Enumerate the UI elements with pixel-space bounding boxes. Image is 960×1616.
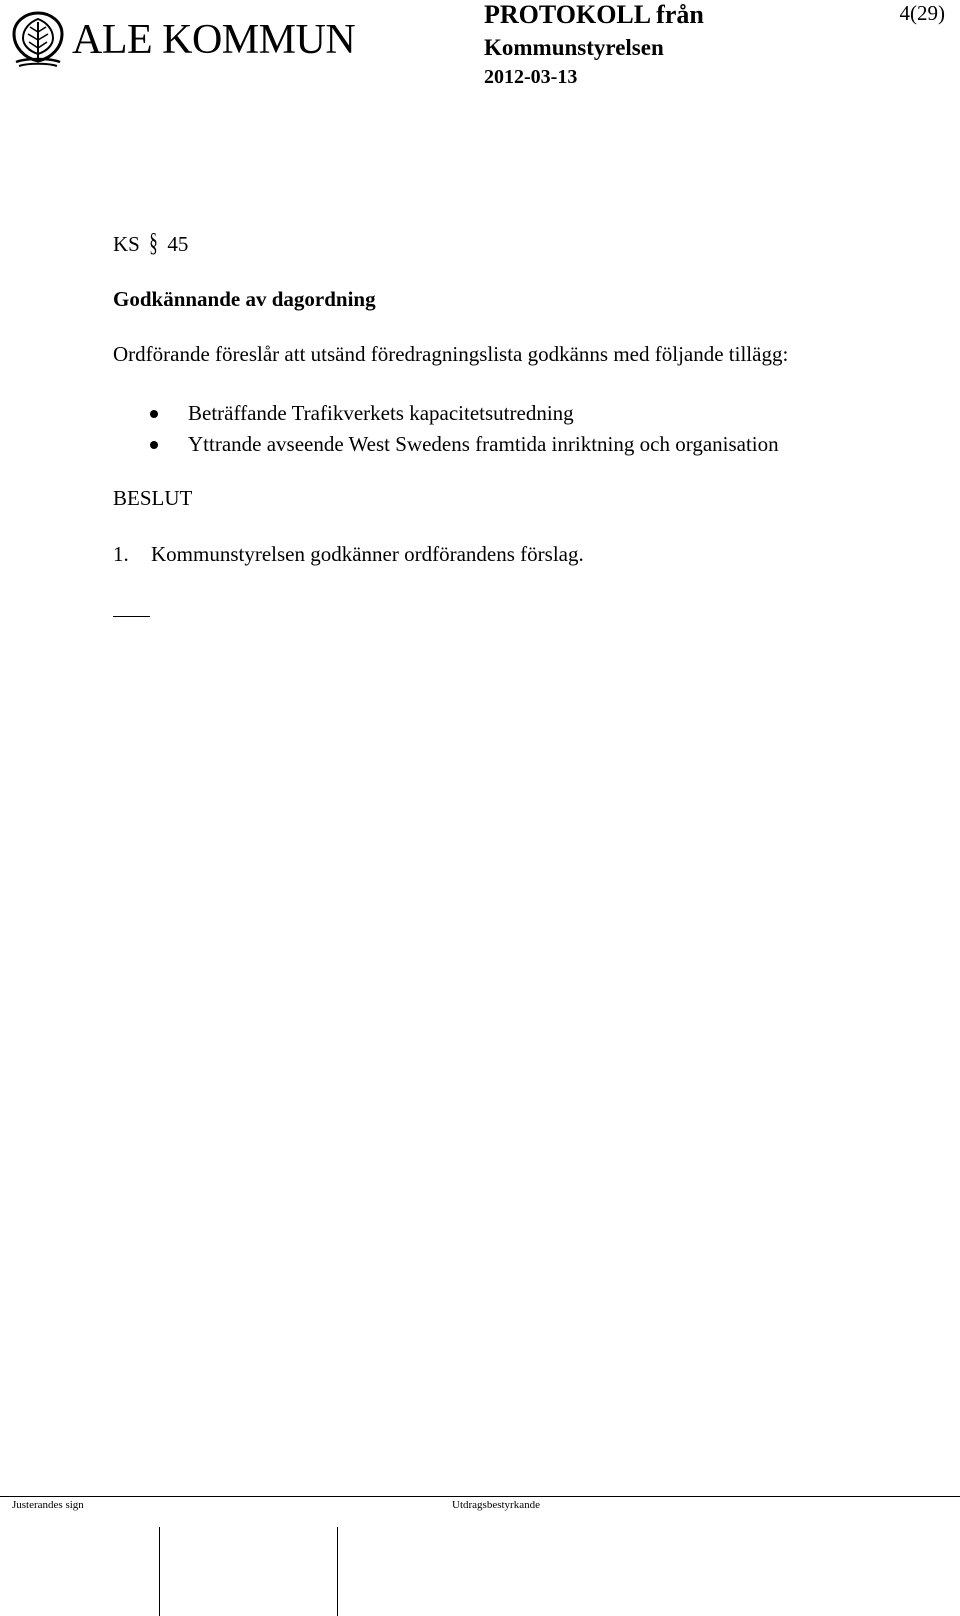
page-number: 4(29) xyxy=(899,1,945,25)
signature-box-divider xyxy=(159,1527,160,1616)
document-type: PROTOKOLL från xyxy=(484,0,704,29)
section-number: 45 xyxy=(167,232,189,256)
footer-rule xyxy=(0,1496,960,1497)
list-item-text: Yttrande avseende West Swedens framtida inriktning och organisation xyxy=(188,432,779,456)
decision-number: 1. xyxy=(113,542,129,566)
organization-name: ALE KOMMUN xyxy=(72,17,356,63)
signature-label: Justerandes sign xyxy=(12,1499,84,1511)
section-prefix: KS xyxy=(113,232,140,256)
section-identifier xyxy=(113,230,188,257)
list-item-text: Beträffande Trafikverkets kapacitetsutredning xyxy=(188,401,574,425)
decision-heading: BESLUT xyxy=(113,486,193,510)
governing-body-name: Kommunstyrelsen xyxy=(484,35,664,60)
leaf-crest-icon xyxy=(10,10,66,68)
intro-paragraph: Ordförande föreslår att utsänd föredragningslista godkänns med följande tillägg: xyxy=(113,342,789,366)
decision-text: Kommunstyrelsen godkänner ordförandens förslag. xyxy=(151,542,584,566)
section-sign: § xyxy=(149,228,158,257)
decision-item xyxy=(113,541,584,567)
bullet-icon xyxy=(150,410,158,418)
signature-box-divider xyxy=(337,1527,338,1616)
bullet-icon xyxy=(150,441,158,449)
meeting-date: 2012-03-13 xyxy=(484,66,578,88)
section-title: Godkännande av dagordning xyxy=(113,287,376,311)
section-end-rule xyxy=(113,616,150,617)
certification-label: Utdragsbestyrkande xyxy=(452,1499,540,1511)
